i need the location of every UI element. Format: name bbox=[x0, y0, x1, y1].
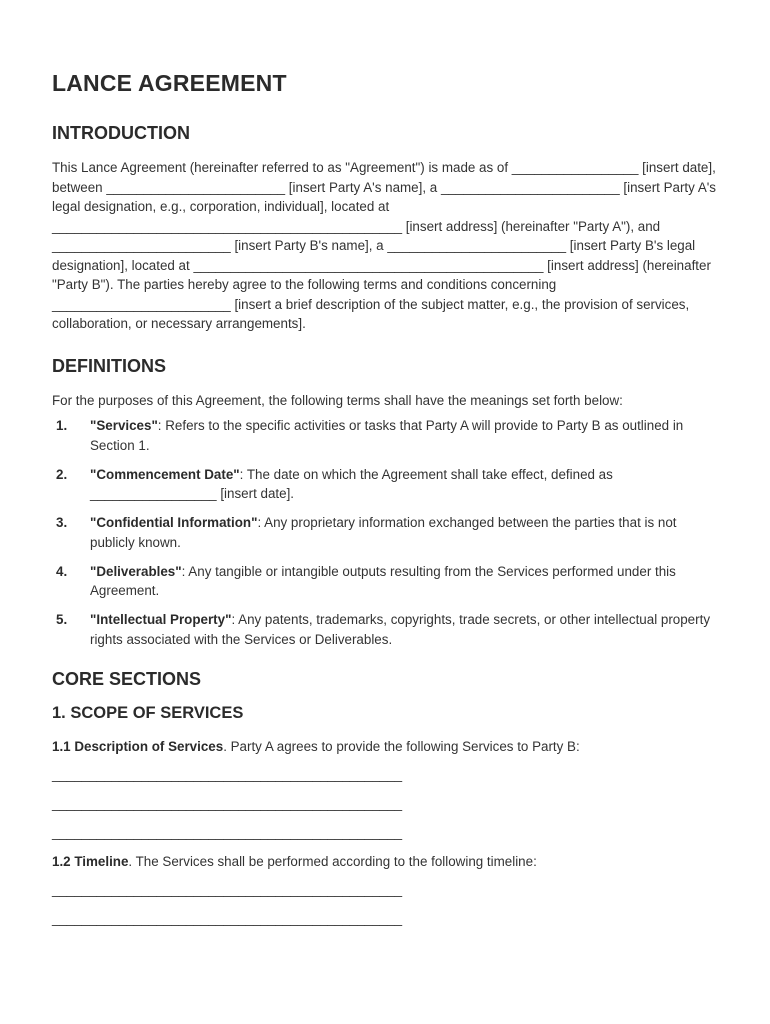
definitions-list bbox=[52, 416, 718, 649]
timeline-blank-lines bbox=[52, 880, 718, 929]
definition-term: "Deliverables" bbox=[90, 563, 182, 579]
description-of-services-text: . Party A agrees to provide the following Services to Party B: bbox=[223, 739, 580, 754]
blank-line: _______________________________________________ bbox=[52, 824, 403, 840]
definition-body bbox=[90, 416, 718, 455]
blank-line: _______________________________________________ bbox=[52, 910, 403, 926]
core-sections-heading: CORE SECTIONS bbox=[52, 669, 202, 689]
definition-body bbox=[90, 610, 718, 649]
description-blank-lines bbox=[52, 765, 718, 843]
description-of-services-label: 1.1 Description of Services bbox=[52, 739, 224, 754]
timeline-text: . The Services shall be performed according to the following timeline: bbox=[128, 854, 537, 870]
definition-number: 5. bbox=[56, 612, 68, 627]
definition-number: 3. bbox=[56, 515, 68, 530]
definition-term: "Services" bbox=[90, 418, 158, 433]
definition-item bbox=[52, 513, 718, 552]
timeline-label: 1.2 Timeline bbox=[52, 854, 129, 870]
definitions-heading: DEFINITIONS bbox=[52, 355, 167, 376]
introduction-heading: INTRODUCTION bbox=[52, 123, 190, 143]
definition-text: : Any proprietary information exchanged between the parties that is not publicly known. bbox=[90, 515, 677, 550]
definitions-lead: For the purposes of this Agreement, the following terms shall have the meanings set forth below: bbox=[52, 392, 623, 408]
definition-term: "Commencement Date" bbox=[90, 466, 240, 482]
definition-number: 2. bbox=[56, 466, 68, 482]
definition-item bbox=[52, 562, 718, 601]
definition-term: "Intellectual Property" bbox=[90, 612, 232, 627]
definition-number: 1. bbox=[56, 418, 68, 433]
definition-body bbox=[90, 465, 718, 504]
definition-term: "Confidential Information" bbox=[90, 515, 258, 530]
blank-line: _______________________________________________ bbox=[52, 881, 403, 897]
definition-number: 4. bbox=[56, 563, 68, 579]
definition-text: : The date on which the Agreement shall take effect, defined as _________________ [insert date]. bbox=[90, 466, 613, 501]
document-title: LANCE AGREEMENT bbox=[52, 70, 287, 96]
definition-text: : Refers to the specific activities or tasks that Party A will provide to Party B as outlined in Section 1. bbox=[90, 418, 684, 453]
description-of-services-clause bbox=[52, 737, 718, 757]
blank-line: _______________________________________________ bbox=[52, 795, 403, 811]
definition-item bbox=[52, 416, 718, 455]
definition-body bbox=[90, 513, 718, 552]
definition-text: : Any tangible or intangible outputs resulting from the Services performed under this Agreement. bbox=[90, 563, 676, 598]
definition-item bbox=[52, 610, 718, 649]
blank-line: _______________________________________________ bbox=[52, 766, 403, 782]
definition-text: : Any patents, trademarks, copyrights, trade secrets, or other intellectual property rights associated with the Services or Deliverables. bbox=[90, 612, 711, 647]
scope-of-services-heading: 1. SCOPE OF SERVICES bbox=[52, 704, 244, 722]
timeline-clause bbox=[52, 852, 718, 872]
introduction-text: This Lance Agreement (hereinafter referred to as "Agreement") is made as of _________________ [insert date], between ________________________ [insert Party A's name], a ________________________ [insert Party A's legal designation, e.g., corporation, individual], located at _______________________________________________ [insert address] (hereinafter "Party A"), and ________________________ [insert Party B's name], a ________________________ [insert Party B's legal designation], located at _______________________________________________ [insert address] (hereinafter "Party B"). The parties hereby agree to the following terms and conditions concerning ________________________ [insert a brief description of the subject matter, e.g., the provision of services, collaboration, or necessary arrangements]. bbox=[52, 160, 717, 331]
definition-item bbox=[52, 465, 718, 504]
definition-body bbox=[90, 562, 718, 601]
